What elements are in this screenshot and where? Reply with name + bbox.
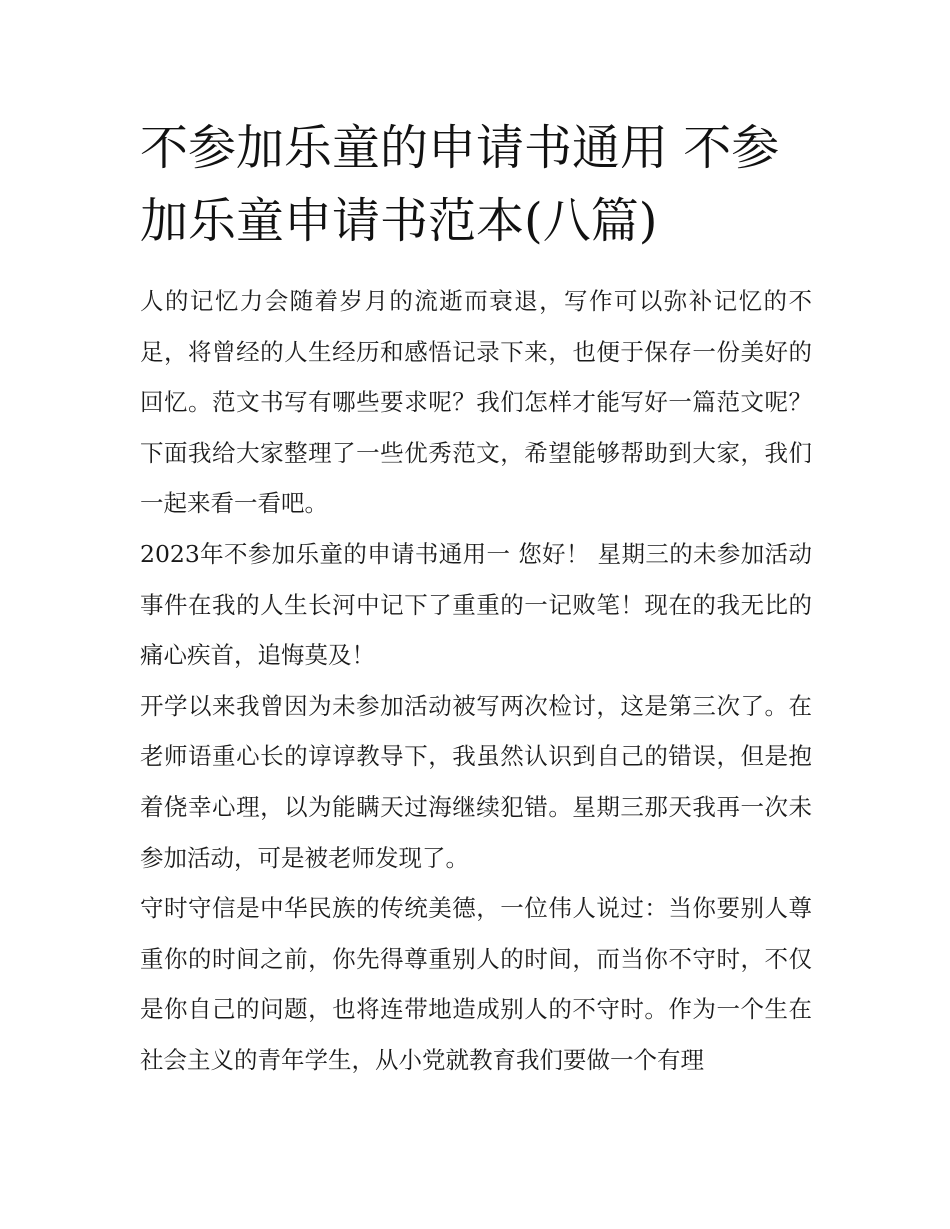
paragraph-3: 守时守信是中华民族的传统美德，一位伟人说过：当你要别人尊重你的时间之前，你先得尊重别人的时间，而当你不守时，不仅是你自己的问题，也将连带地造成别人的不守时。作为一个生在社会主义的青年学生，从小党就教育我们要做一个有理 <box>140 894 812 1074</box>
document-title: 不参加乐童的申请书通用 不参加乐童申请书范本(八篇) <box>140 120 780 249</box>
paragraph-1: 2023年不参加乐童的申请书通用一 您好！ 星期三的未参加活动事件在我的人生长河中记下了重重的一记败笔！现在的我无比的痛心疾首，追悔莫及！ <box>140 539 812 670</box>
paragraph-2: 开学以来我曾因为未参加活动被写两次检讨，这是第三次了。在老师语重心长的谆谆教导下，我虽然认识到自己的错误，但是抱着侥幸心理，以为能瞒天过海继续犯错。星期三那天我再一次未参加活动，可是被老师发现了。 <box>140 691 812 872</box>
document-body <box>140 276 812 1086</box>
document-content <box>140 112 812 1086</box>
paragraph-intro: 人的记忆力会随着岁月的流逝而衰退，写作可以弥补记忆的不足，将曾经的人生经历和感悟记录下来，也便于保存一份美好的回忆。范文书写有哪些要求呢？我们怎样才能写好一篇范文呢？下面我给大家整理了一些优秀范文，希望能够帮助到大家，我们一起来看一看吧。 <box>140 287 812 518</box>
